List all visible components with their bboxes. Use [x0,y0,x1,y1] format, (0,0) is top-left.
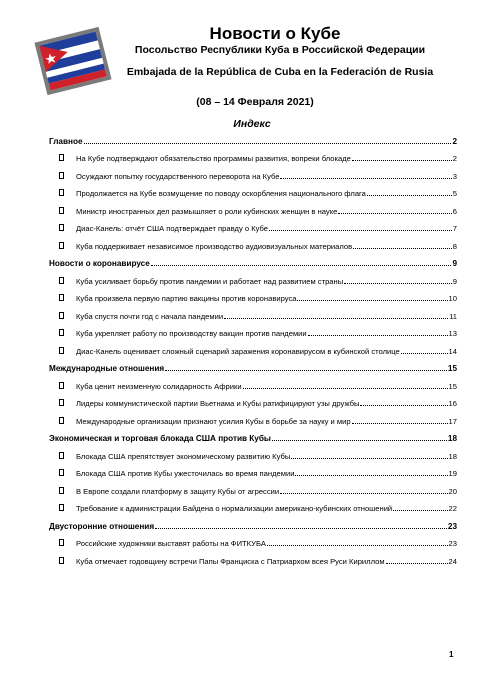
dot-leader [297,300,447,301]
toc-item-link[interactable] [49,443,457,461]
toc-item-link[interactable] [49,198,457,216]
toc-entry-title: Министр иностранных дел размышляет о роли кубинских женщин в науке [76,206,338,216]
toc-page-number: 8 [452,241,457,251]
toc-section-link[interactable] [49,513,457,531]
dot-leader [155,528,447,529]
toc-item-link[interactable] [49,216,457,234]
toc-entry-title: Международные отношения [49,364,165,373]
bullet-box-icon [59,312,64,319]
toc-page-number: 24 [448,556,457,566]
bullet-box-icon [59,347,64,354]
bullet-box-icon [59,329,64,336]
toc-page-number: 5 [452,189,457,198]
index-heading: Индекс [233,118,271,130]
toc-page-number: 15 [447,364,457,373]
toc-entry-title: Международные организации признают усилия Кубы в борьбе за науку и мир [76,416,351,426]
toc-entry-title: Куба укрепляет работу по производству вакцин против пандемии [76,329,307,338]
toc-page-number: 19 [448,469,457,478]
bullet-box-icon [59,189,64,196]
toc-item-link[interactable] [49,548,457,566]
toc-item-link[interactable] [49,146,457,164]
newsletter-title: Новости о Кубе [209,24,341,43]
toc-entry-title: Блокада США препятствует экономическому развитию Кубы [76,451,291,461]
dot-leader [386,563,448,564]
toc-page-number: 7 [452,224,457,233]
dot-leader [352,423,448,424]
dot-leader [353,248,452,249]
toc-item-link[interactable] [49,233,457,251]
dot-leader [165,370,447,371]
toc-item-link[interactable] [49,321,457,339]
date-range: (08 – 14 Февраля 2021) [196,96,314,108]
page-number: 1 [449,650,454,659]
embassy-name-ru: Посольство Республики Куба в Российской Федерации [134,44,426,56]
toc-entry-title: Диас-Канель: отчёт США подтверждает правду о Кубе [76,224,269,233]
toc-page-number: 10 [448,294,457,303]
toc-entry-title: Куба поддерживает независимое производство аудиовизуальных материалов [76,241,353,251]
toc-page-number: 9 [452,259,457,268]
embassy-name-es: Embajada de la República de Cuba en la Federación de Rusia [126,66,434,78]
toc-entry-title: Диас-Канель оценивает сложный сценарий заражения коронавирусом в кубинской столице [76,346,400,356]
bullet-box-icon [59,224,64,231]
dot-leader [295,475,447,476]
dot-leader [393,510,447,511]
toc-item-link[interactable] [49,461,457,479]
toc-item-link[interactable] [49,268,457,286]
toc-page-number: 2 [452,136,457,146]
toc-page-number: 23 [447,521,457,531]
toc-page-number: 18 [448,451,457,461]
toc-page-number: 9 [452,276,457,286]
toc-page-number: 6 [452,206,457,216]
dot-leader [367,195,452,196]
toc-entry-title: Осуждают попытку государственного переворота на Кубе [76,171,280,181]
toc-section-link[interactable] [49,426,457,444]
toc-item-link[interactable] [49,408,457,426]
bullet-box-icon [59,242,64,249]
dot-leader [344,283,452,284]
toc-page-number: 3 [452,171,457,181]
dot-leader [269,230,452,231]
toc-item-link[interactable] [49,338,457,356]
bullet-box-icon [59,382,64,389]
dot-leader [280,493,447,494]
toc-page-number: 18 [447,434,457,443]
toc-item-link[interactable] [49,478,457,496]
bullet-box-icon [59,539,64,546]
dot-leader [272,440,447,441]
toc-entry-title: Лидеры коммунистической партии Вьетнама и Кубы ратифицируют узы дружбы [76,399,360,408]
dot-leader [151,265,452,266]
dot-leader [84,143,452,144]
bullet-box-icon [59,469,64,476]
bullet-box-icon [59,294,64,301]
toc-entry-title: Главное [49,136,83,146]
dot-leader [352,160,452,161]
bullet-box-icon [59,557,64,564]
toc-item-link[interactable] [49,286,457,304]
bullet-box-icon [59,277,64,284]
toc-entry-title: Требование к администрации Байдена о нормализации американо-кубинских отношений [76,504,393,513]
toc-page-number: 17 [448,416,457,426]
dot-leader [360,405,447,406]
bullet-box-icon [59,452,64,459]
toc-entry-title: Продолжается на Кубе возмущение по поводу оскорбления национального флага [76,189,366,198]
toc-page-number: 16 [448,399,457,408]
toc-page-number: 14 [448,346,457,356]
toc-entry-title: Экономическая и торговая блокада США против Кубы [49,434,271,443]
bullet-box-icon [59,504,64,511]
bullet-box-icon [59,399,64,406]
toc-entry-title: Российские художники выставят работы на ФИТКУБА [76,539,266,548]
toc-entry-title: Куба произвела первую партию вакцины против коронавируса [76,294,297,303]
dot-leader [291,458,447,459]
toc-entry-title: На Кубе подтверждают обязательство программы развития, вопреки блокаде [76,154,351,163]
toc-page-number: 13 [448,329,457,338]
toc-entry-title: В Европе создали платформу в защиту Кубы от агрессии [76,486,280,496]
toc-page-number: 2 [452,154,457,163]
dot-leader [267,545,448,546]
toc-page-number: 23 [448,539,457,548]
bullet-box-icon [59,487,64,494]
toc-item-link[interactable] [49,181,457,199]
toc-entry-title: Куба отмечает годовщину встречи Папы Франциска с Патриархом всея Руси Кириллом [76,556,385,566]
toc-section-link[interactable] [49,251,457,269]
toc-entry-title: Блокада США против Кубы ужесточилась во время пандемии [76,469,295,478]
toc-page-number: 11 [449,311,457,321]
toc-section-link[interactable] [49,356,457,374]
table-of-contents [49,128,457,566]
toc-item-link[interactable] [49,531,457,549]
toc-item-link[interactable] [49,496,457,514]
toc-item-link[interactable] [49,391,457,409]
bullet-box-icon [59,154,64,161]
toc-entry-title: Куба усиливает борьбу против пандемии и работает над развитием страны [76,276,344,286]
toc-entry-title: Двусторонние отношения [49,521,155,531]
dot-leader [308,335,448,336]
toc-item-link[interactable] [49,303,457,321]
toc-section-link[interactable] [49,128,457,146]
dot-leader [401,353,448,354]
dot-leader [243,388,448,389]
toc-item-link[interactable] [49,373,457,391]
toc-page-number: 15 [448,381,457,391]
toc-entry-title: Куба спустя почти год с начала пандемии [76,311,224,321]
toc-entry-title: Новости о коронавирусе [49,259,150,268]
toc-page-number: 20 [448,486,457,496]
dot-leader [224,318,448,319]
dot-leader [280,178,451,179]
toc-page-number: 22 [448,504,457,513]
bullet-box-icon [59,417,64,424]
toc-entry-title: Куба ценит неизменную солидарность Африки [76,381,242,391]
dot-leader [338,213,451,214]
bullet-box-icon [59,207,64,214]
bullet-box-icon [59,172,64,179]
toc-item-link[interactable] [49,163,457,181]
